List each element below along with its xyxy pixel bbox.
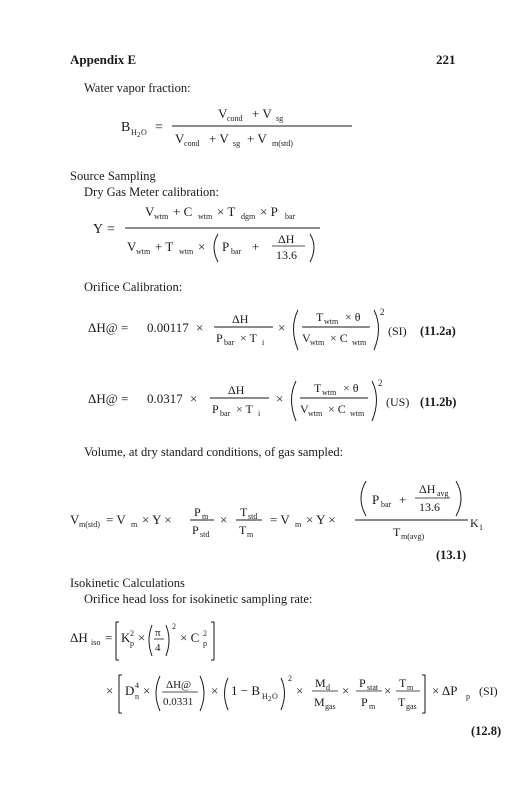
svg-text:×: × xyxy=(138,630,146,645)
svg-text:P: P xyxy=(372,492,380,507)
svg-text:× T: × T xyxy=(236,402,253,416)
equation-number-12-8: (12.8) xyxy=(471,724,502,738)
svg-text:cond: cond xyxy=(184,139,200,148)
svg-text:×: × xyxy=(276,391,284,406)
svg-text:P: P xyxy=(192,523,199,537)
svg-text:sg: sg xyxy=(233,139,241,148)
svg-text:2: 2 xyxy=(130,629,134,638)
svg-text:wtm: wtm xyxy=(179,247,194,256)
svg-text:= V: = V xyxy=(270,512,290,527)
svg-text:B: B xyxy=(121,120,131,135)
svg-text:wtm: wtm xyxy=(308,409,323,418)
svg-text:(SI): (SI) xyxy=(388,324,407,338)
svg-text:V: V xyxy=(127,239,137,254)
svg-text:2: 2 xyxy=(288,674,292,683)
svg-text:wtm: wtm xyxy=(324,317,339,326)
svg-text:wtm: wtm xyxy=(350,409,365,418)
svg-text:4: 4 xyxy=(155,642,161,654)
svg-text:ΔH@ =: ΔH@ = xyxy=(88,320,129,335)
svg-text:× P: × P xyxy=(260,204,278,219)
svg-text:bar: bar xyxy=(231,247,242,256)
svg-text:× C: × C xyxy=(180,630,200,645)
svg-text:O: O xyxy=(272,692,278,701)
svg-text:wtm: wtm xyxy=(352,338,367,347)
svg-text:wtm: wtm xyxy=(198,212,213,221)
svg-text:× T: × T xyxy=(217,204,236,219)
equation-12-8 xyxy=(0,612,531,722)
svg-text:ΔH@: ΔH@ xyxy=(166,679,192,691)
isokinetic-calc-heading: Isokinetic Calculations xyxy=(70,576,185,590)
svg-text:× Y ×: × Y × xyxy=(142,512,172,527)
svg-text:P: P xyxy=(212,402,219,416)
svg-text:+: + xyxy=(252,239,260,254)
svg-text:i: i xyxy=(258,409,261,418)
svg-text:H: H xyxy=(262,692,268,701)
svg-text:dgm: dgm xyxy=(241,212,256,221)
svg-text:avg: avg xyxy=(437,489,449,498)
svg-text:× ΔP: × ΔP xyxy=(432,683,458,698)
orifice-head-loss-label: Orifice head loss for isokinetic sampling rate: xyxy=(84,592,313,606)
svg-text:m: m xyxy=(295,520,302,529)
svg-text:1 − B: 1 − B xyxy=(231,683,261,698)
svg-text:×: × xyxy=(342,683,350,698)
svg-text:× C: × C xyxy=(328,402,346,416)
svg-text:+ V: + V xyxy=(252,106,272,121)
svg-text:× Y ×: × Y × xyxy=(306,512,336,527)
svg-text:(11.2b): (11.2b) xyxy=(420,395,457,409)
svg-text:+ C: + C xyxy=(173,204,193,219)
source-sampling-heading: Source Sampling xyxy=(70,169,156,183)
svg-text:ΔH: ΔH xyxy=(419,482,436,496)
svg-text:2: 2 xyxy=(172,622,176,631)
svg-text:×: × xyxy=(143,683,151,698)
svg-text:ΔH: ΔH xyxy=(228,383,245,397)
svg-text:std: std xyxy=(200,530,210,539)
svg-text:wtm: wtm xyxy=(154,212,169,221)
svg-text:×: × xyxy=(190,391,198,406)
svg-text:i: i xyxy=(262,338,265,347)
svg-text:wtm: wtm xyxy=(310,338,325,347)
svg-text:π: π xyxy=(155,627,161,639)
svg-text:std: std xyxy=(248,512,258,521)
svg-text:M: M xyxy=(314,695,325,709)
svg-text:T: T xyxy=(316,310,324,324)
svg-text:P: P xyxy=(361,695,368,709)
svg-text:iso: iso xyxy=(91,638,101,647)
svg-text:m: m xyxy=(369,702,376,711)
svg-text:cond: cond xyxy=(227,114,243,123)
svg-text:stat: stat xyxy=(367,683,379,692)
svg-text:2: 2 xyxy=(137,131,141,139)
svg-text:T: T xyxy=(398,695,406,709)
svg-text:m(std): m(std) xyxy=(272,139,293,148)
svg-text:P: P xyxy=(194,505,201,519)
svg-text:× C: × C xyxy=(330,331,348,345)
svg-text:K: K xyxy=(121,630,131,645)
equation-13-1 xyxy=(0,474,531,564)
svg-text:T: T xyxy=(393,525,401,539)
orifice-calibration-label: Orifice Calibration: xyxy=(84,280,183,294)
svg-text:bar: bar xyxy=(224,338,235,347)
svg-text:13.6: 13.6 xyxy=(276,248,297,262)
svg-text:×: × xyxy=(106,683,114,698)
equation-11-2b xyxy=(0,377,531,427)
svg-text:0.0317: 0.0317 xyxy=(147,391,183,406)
svg-text:ΔH: ΔH xyxy=(232,312,249,326)
svg-text:m(avg): m(avg) xyxy=(401,532,425,541)
svg-text:2: 2 xyxy=(203,629,207,638)
svg-text:+: + xyxy=(399,492,407,507)
svg-text:+ V: + V xyxy=(209,131,229,146)
svg-text:1: 1 xyxy=(479,523,483,532)
svg-text:m: m xyxy=(131,520,138,529)
svg-text:0.0331: 0.0331 xyxy=(163,696,194,708)
svg-text:4: 4 xyxy=(135,681,139,690)
volume-dry-std-label: Volume, at dry standard conditions, of gas sampled: xyxy=(84,445,344,459)
svg-text:=: = xyxy=(105,630,113,645)
svg-text:T: T xyxy=(239,523,247,537)
svg-text:wtm: wtm xyxy=(322,388,337,397)
svg-text:2: 2 xyxy=(380,307,385,317)
svg-text:V: V xyxy=(145,204,155,219)
svg-text:bar: bar xyxy=(285,212,296,221)
svg-text:m: m xyxy=(407,683,414,692)
svg-text:×: × xyxy=(211,683,219,698)
svg-text:p: p xyxy=(466,692,470,701)
svg-text:V: V xyxy=(300,402,309,416)
svg-text:×: × xyxy=(220,512,228,527)
svg-text:bar: bar xyxy=(381,500,392,509)
svg-text:V: V xyxy=(175,131,185,146)
svg-text:V: V xyxy=(70,512,80,527)
svg-text:ΔH@ =: ΔH@ = xyxy=(88,391,129,406)
svg-text:×: × xyxy=(384,683,392,698)
svg-text:H: H xyxy=(131,128,137,137)
svg-text:+ T: + T xyxy=(155,239,174,254)
svg-text:×: × xyxy=(296,683,304,698)
svg-text:p: p xyxy=(130,639,134,648)
svg-text:×: × xyxy=(198,239,206,254)
svg-text:sg: sg xyxy=(276,114,284,123)
svg-text:+ V: + V xyxy=(247,131,267,146)
svg-text:× θ: × θ xyxy=(343,381,359,395)
svg-text:M: M xyxy=(315,676,326,690)
svg-text:P: P xyxy=(359,676,366,690)
svg-text:gas: gas xyxy=(325,702,336,711)
svg-text:× θ: × θ xyxy=(345,310,361,324)
svg-text:×: × xyxy=(278,320,286,335)
equation-11-2a xyxy=(0,306,531,356)
svg-text:m(std): m(std) xyxy=(79,520,100,529)
svg-text:=: = xyxy=(155,120,163,135)
svg-text:m: m xyxy=(247,530,254,539)
svg-text:n: n xyxy=(135,692,139,701)
svg-text:m: m xyxy=(202,512,209,521)
svg-text:V: V xyxy=(218,106,228,121)
svg-text:bar: bar xyxy=(220,409,231,418)
svg-text:×: × xyxy=(196,320,204,335)
svg-text:T: T xyxy=(240,505,248,519)
svg-text:2: 2 xyxy=(378,378,383,388)
dgm-calibration-label: Dry Gas Meter calibration: xyxy=(84,185,220,199)
svg-text:0.00117: 0.00117 xyxy=(147,320,189,335)
svg-text:= V: = V xyxy=(106,512,126,527)
equation-water-vapor xyxy=(0,100,531,155)
svg-text:(13.1): (13.1) xyxy=(436,548,467,562)
svg-text:V: V xyxy=(302,331,311,345)
svg-text:T: T xyxy=(314,381,322,395)
svg-text:(SI): (SI) xyxy=(479,684,498,698)
svg-text:(US): (US) xyxy=(386,395,410,409)
svg-text:K: K xyxy=(470,516,479,530)
equation-dgm-calibration xyxy=(0,200,531,270)
svg-text:D: D xyxy=(125,683,135,698)
svg-text:Y: Y xyxy=(93,222,104,237)
page-number: 221 xyxy=(436,52,456,67)
svg-text:13.6: 13.6 xyxy=(419,500,440,514)
svg-text:× T: × T xyxy=(240,331,257,345)
svg-text:=: = xyxy=(107,222,115,237)
svg-text:P: P xyxy=(216,331,223,345)
svg-text:2: 2 xyxy=(268,695,272,703)
svg-text:wtm: wtm xyxy=(136,247,151,256)
svg-text:d: d xyxy=(326,683,330,692)
svg-text:P: P xyxy=(222,239,230,254)
running-header-left: Appendix E xyxy=(70,52,137,67)
svg-text:T: T xyxy=(399,676,407,690)
svg-text:ΔH: ΔH xyxy=(70,630,88,645)
svg-text:ΔH: ΔH xyxy=(278,232,295,246)
svg-text:p: p xyxy=(203,639,207,648)
svg-text:O: O xyxy=(141,128,147,137)
water-vapor-label: Water vapor fraction: xyxy=(84,81,191,95)
svg-text:gas: gas xyxy=(406,702,417,711)
svg-text:(11.2a): (11.2a) xyxy=(420,324,456,338)
